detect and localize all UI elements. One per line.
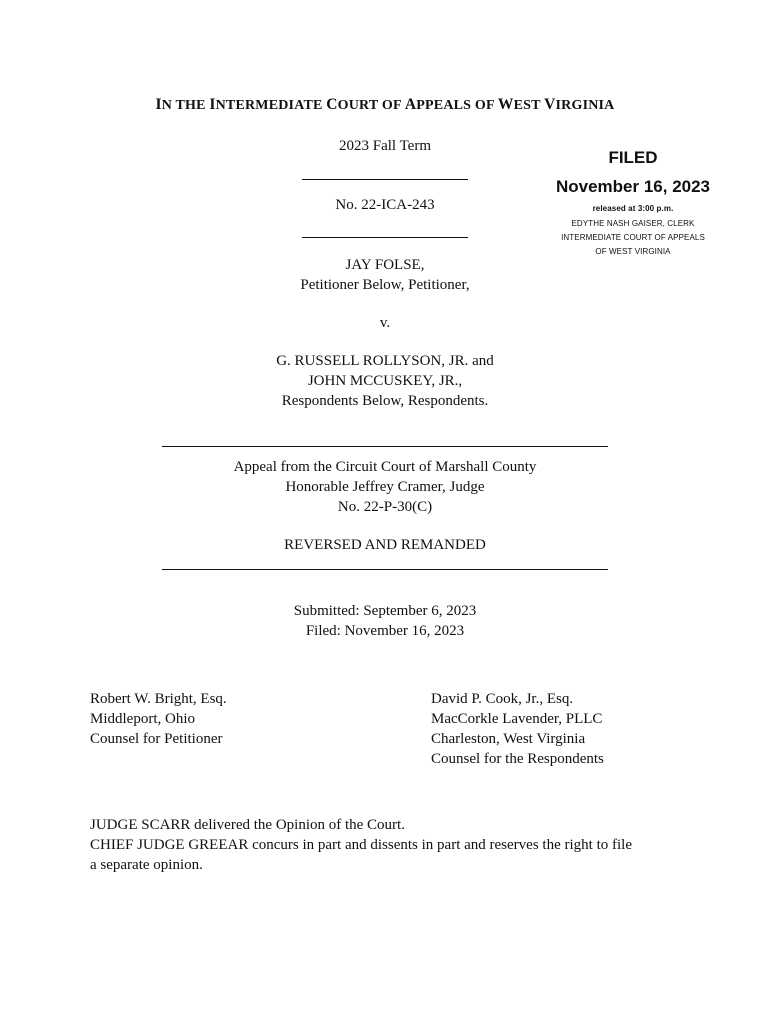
court-title-part: OURT OF bbox=[337, 98, 405, 113]
submitted-date: Submitted: September 6, 2023 bbox=[293, 603, 477, 619]
respondent-name-line1: G. RUSSELL ROLLYSON, JR. and bbox=[276, 353, 494, 369]
respondent-name-line2: JOHN MCCUSKEY, JR., bbox=[307, 373, 463, 389]
petitioner-name: JAY FOLSE, bbox=[345, 257, 425, 273]
court-title-part: NTERMEDIATE bbox=[215, 98, 327, 113]
respondents-counsel-role: Counsel for the Respondents bbox=[431, 751, 604, 767]
term: 2023 Fall Term bbox=[339, 138, 431, 154]
petitioner-counsel bbox=[90, 689, 227, 749]
opinion-statement bbox=[90, 815, 632, 875]
section-divider bbox=[162, 569, 608, 570]
filed-court-line1: INTERMEDIATE COURT OF APPEALS bbox=[561, 233, 705, 242]
docket-number: No. 22-ICA-243 bbox=[335, 197, 435, 213]
divider-line bbox=[302, 237, 468, 238]
petitioner-counsel-role: Counsel for Petitioner bbox=[90, 731, 223, 747]
opinion-concurrence-line2: a separate opinion. bbox=[90, 857, 203, 873]
opinion-concurrence-line1: CHIEF JUDGE GREEAR concurs in part and dissents in part and reserves the right to file bbox=[90, 837, 632, 853]
petitioner-role: Petitioner Below, Petitioner, bbox=[300, 277, 470, 293]
respondents-counsel-location: Charleston, West Virginia bbox=[431, 731, 586, 747]
appeal-case-number: No. 22-P-30(C) bbox=[337, 499, 433, 515]
filed-heading: FILED bbox=[608, 148, 658, 167]
filed-date: November 16, 2023 bbox=[555, 177, 711, 196]
divider-line bbox=[302, 179, 468, 180]
versus: v. bbox=[379, 315, 391, 331]
court-title-part: W bbox=[497, 96, 514, 113]
court-title-part: IRGINIA bbox=[555, 98, 615, 113]
petitioner-counsel-name: Robert W. Bright, Esq. bbox=[90, 691, 227, 707]
court-title-part: V bbox=[544, 96, 556, 113]
filed-court-line2: OF WEST VIRGINIA bbox=[595, 247, 671, 256]
respondent-role: Respondents Below, Respondents. bbox=[281, 393, 489, 409]
appeal-source: Appeal from the Circuit Court of Marshall County bbox=[233, 459, 537, 475]
filed-released: released at 3:00 p.m. bbox=[592, 204, 674, 213]
opinion-author: JUDGE SCARR delivered the Opinion of the Court. bbox=[90, 817, 405, 833]
section-divider bbox=[162, 446, 608, 447]
court-title-part: C bbox=[326, 96, 338, 113]
respondents-counsel-name: David P. Cook, Jr., Esq. bbox=[431, 691, 574, 707]
court-title-part: PPEALS OF bbox=[416, 98, 498, 113]
court-title-part: EST bbox=[513, 98, 545, 113]
court-title-part: I bbox=[155, 96, 162, 113]
filed-date-line: Filed: November 16, 2023 bbox=[305, 623, 465, 639]
filed-clerk: EDYTHE NASH GAISER, CLERK bbox=[571, 219, 695, 228]
court-title-part: I bbox=[209, 96, 216, 113]
court-title-part: A bbox=[404, 96, 417, 113]
appeal-judge: Honorable Jeffrey Cramer, Judge bbox=[285, 479, 485, 495]
court-title bbox=[0, 96, 770, 114]
respondents-counsel bbox=[431, 689, 604, 769]
respondents-counsel-firm: MacCorkle Lavender, PLLC bbox=[431, 711, 603, 727]
court-title-part: N THE bbox=[161, 98, 210, 113]
disposition: REVERSED AND REMANDED bbox=[284, 537, 486, 553]
petitioner-counsel-location: Middleport, Ohio bbox=[90, 711, 195, 727]
